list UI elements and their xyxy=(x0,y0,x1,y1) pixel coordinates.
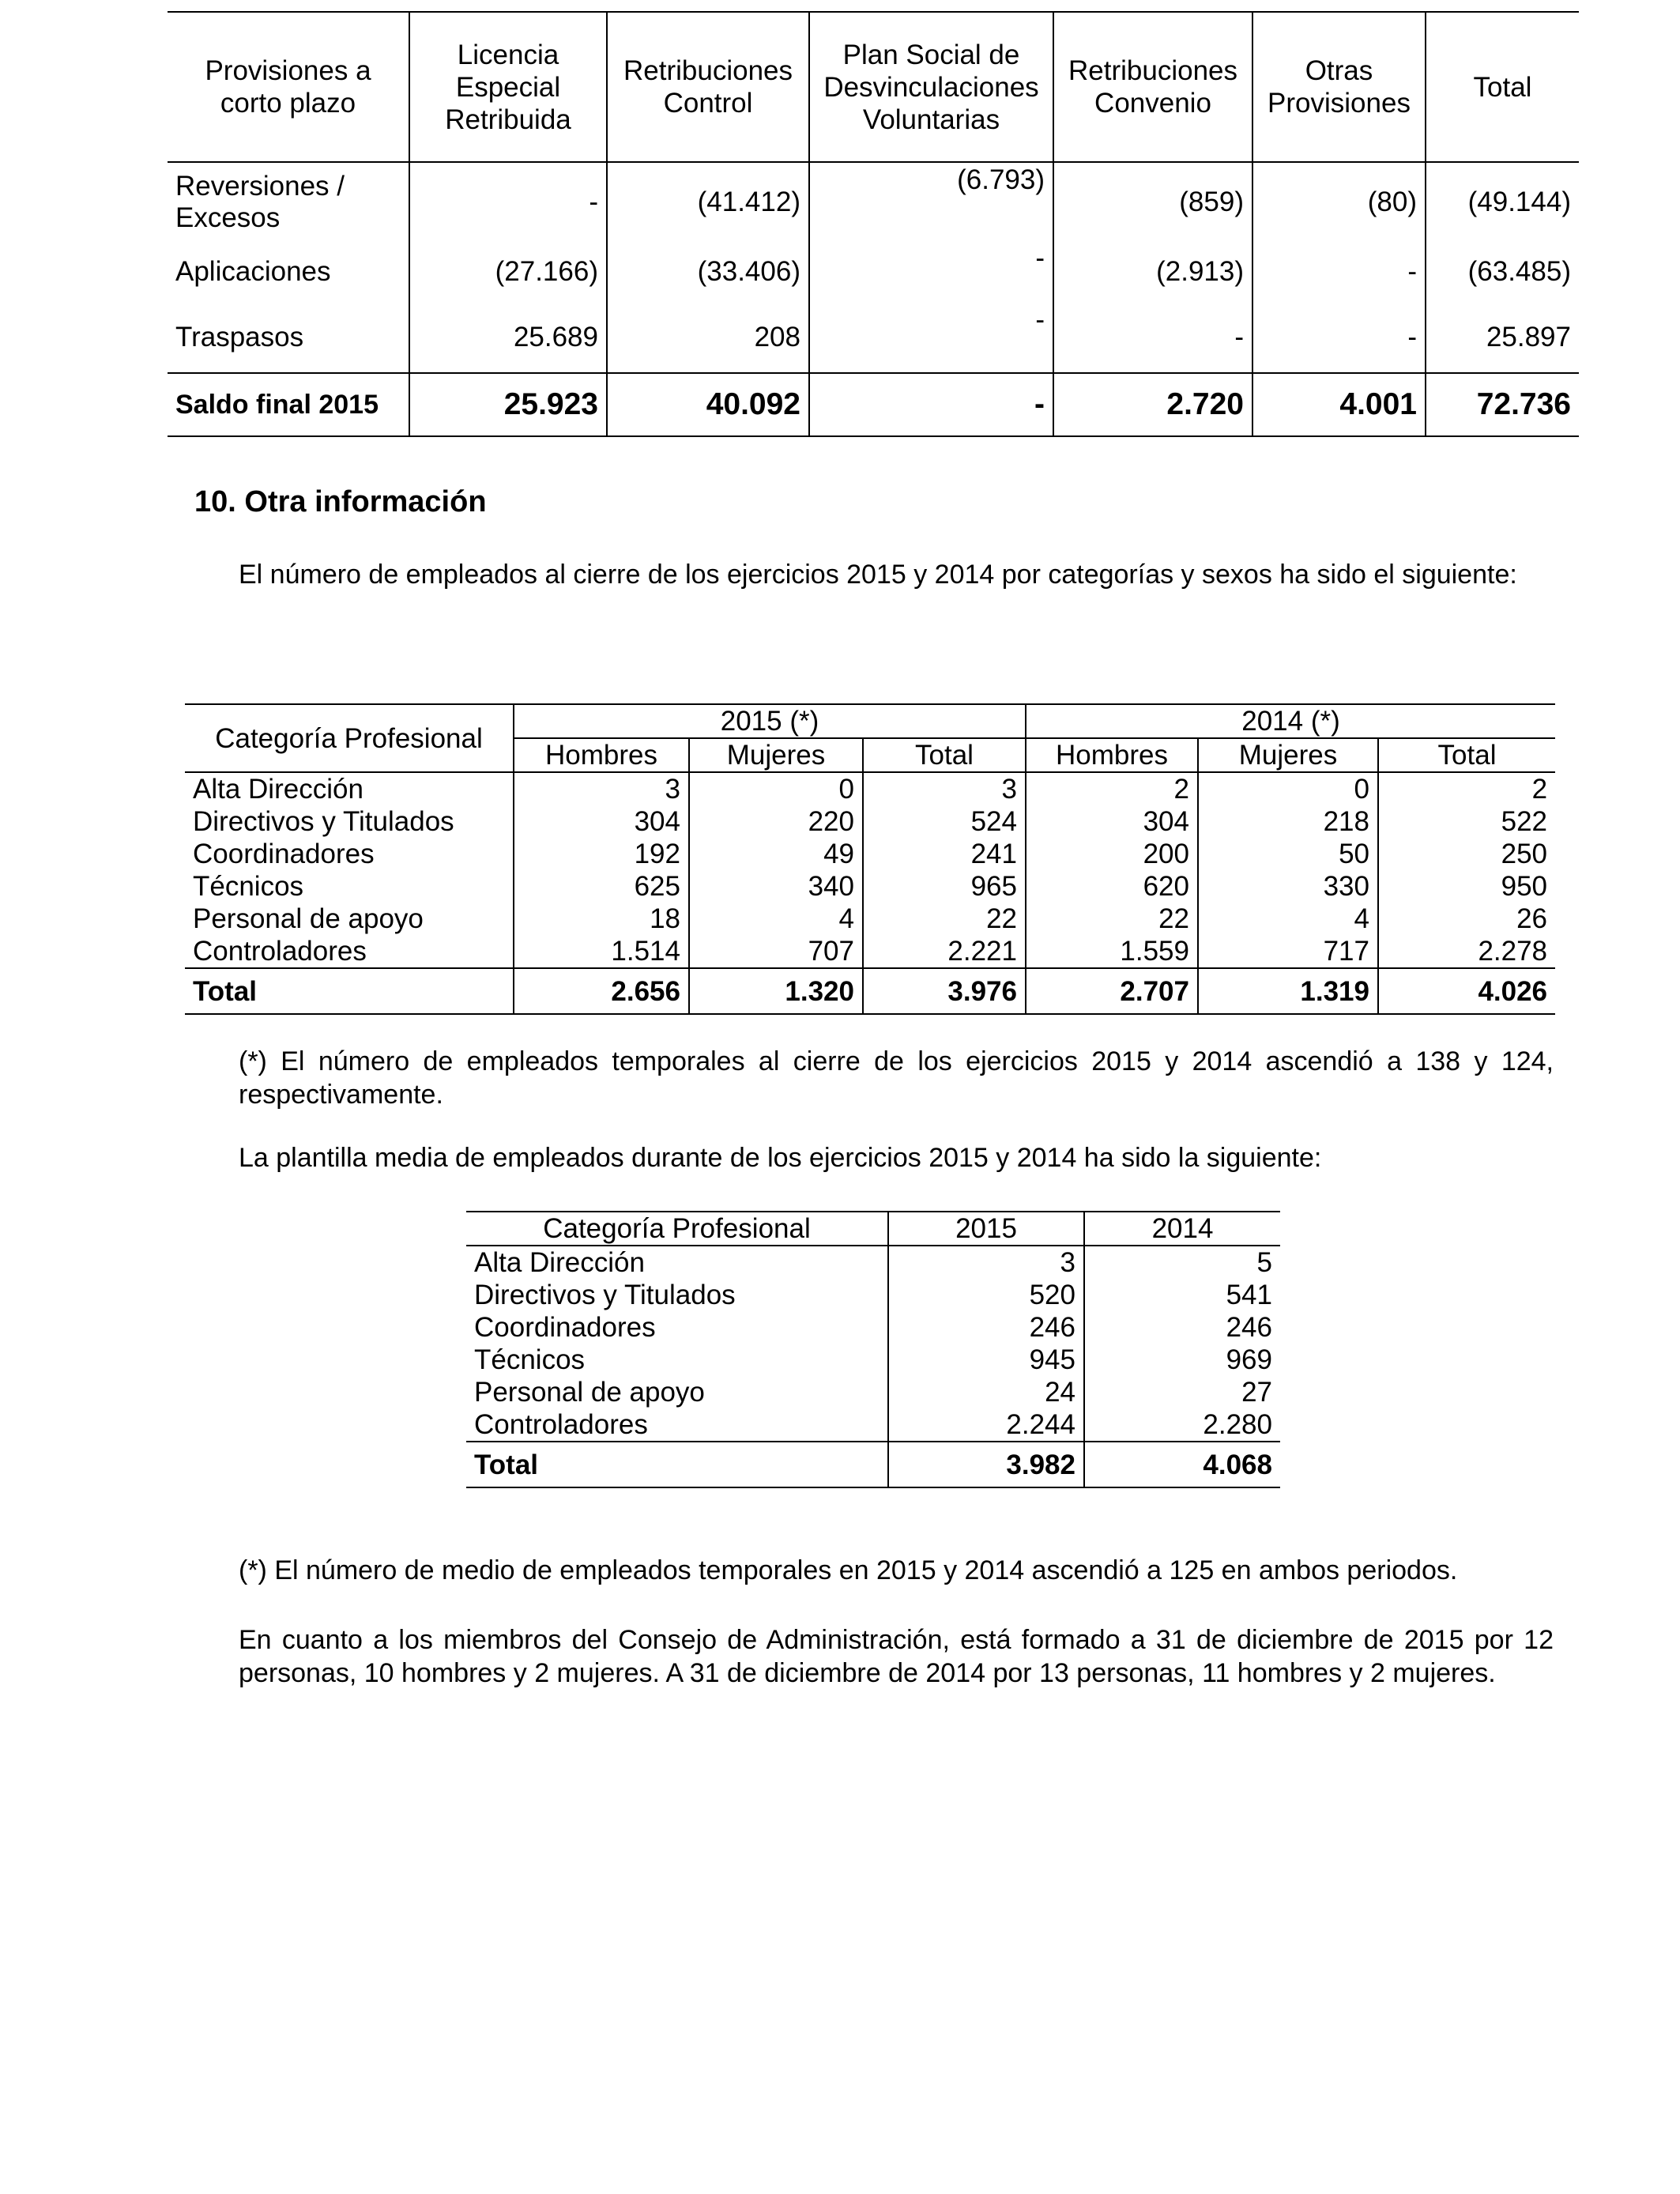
provisions-row xyxy=(168,241,1579,303)
total-row xyxy=(185,968,1555,1014)
value-cell: 3 xyxy=(863,772,1026,805)
row-label: Reversiones / Excesos xyxy=(168,162,409,241)
row-label: Total xyxy=(466,1442,888,1487)
provisions-header-cell: Licencia Especial Retribuida xyxy=(409,12,607,162)
table-row xyxy=(185,870,1555,903)
average-header-row xyxy=(466,1212,1280,1246)
table-row xyxy=(185,935,1555,968)
value-cell: 218 xyxy=(1198,805,1378,838)
sub-header: Mujeres xyxy=(689,738,863,772)
provisions-final-row xyxy=(168,373,1579,436)
value-cell: 25.897 xyxy=(1486,322,1571,352)
provisions-header-cell: Total xyxy=(1426,12,1579,162)
total-row xyxy=(466,1442,1280,1487)
table-row xyxy=(466,1408,1280,1442)
row-label: Controladores xyxy=(185,935,514,968)
provisions-header-row xyxy=(168,12,1579,162)
row-label: Técnicos xyxy=(185,870,514,903)
value-cell: 4.068 xyxy=(1084,1442,1280,1487)
provisions-row xyxy=(168,162,1579,241)
value-cell: 3 xyxy=(514,772,689,805)
value-cell: 72.736 xyxy=(1426,373,1579,436)
note-media: (*) El número de medio de empleados temporales en 2015 y 2014 ascendió a 125 en ambos periodos. xyxy=(239,1555,1458,1585)
avg-intro-paragraph: La plantilla media de empleados durante de los ejercicios 2015 y 2014 ha sido la siguiente: xyxy=(239,1143,1322,1173)
value-cell: 22 xyxy=(1026,903,1198,935)
sub-header: Mujeres xyxy=(1198,738,1378,772)
section-title: 10. Otra información xyxy=(194,485,487,518)
value-cell: 2.278 xyxy=(1478,936,1548,967)
value-cell: 25.689 xyxy=(409,303,607,373)
value-cell: 950 xyxy=(1501,871,1548,902)
consejo-paragraph: En cuanto a los miembros del Consejo de Administración, está formado a 31 de diciembre de 2015 por 12 personas, 10 hombres y 2 mujeres. A 31 de diciembre de 2014 por 13 personas, 11 hombres y 2 mujeres. xyxy=(239,1625,1554,1688)
value-cell: 2.221 xyxy=(863,935,1026,968)
value-cell: 24 xyxy=(888,1376,1084,1408)
value-cell: 620 xyxy=(1026,870,1198,903)
value-cell: 1.559 xyxy=(1026,935,1198,968)
value-cell: 27 xyxy=(1241,1377,1272,1408)
provisions-header-cell: Provisiones a corto plazo xyxy=(168,12,409,162)
employees-table xyxy=(185,703,1555,1015)
value-cell: 4 xyxy=(689,903,863,935)
value-cell: 2.244 xyxy=(888,1408,1084,1442)
value-cell: 3.982 xyxy=(888,1442,1084,1487)
value-cell: 246 xyxy=(1226,1312,1272,1343)
value-cell: 246 xyxy=(888,1311,1084,1344)
category-header: Categoría Profesional xyxy=(185,704,514,772)
value-cell: (27.166) xyxy=(409,241,607,303)
row-label: Coordinadores xyxy=(466,1311,888,1344)
value-cell: (2.913) xyxy=(1053,241,1252,303)
value-cell: 717 xyxy=(1198,935,1378,968)
row-label: Total xyxy=(185,968,514,1014)
value-cell: 304 xyxy=(514,805,689,838)
value-cell: 192 xyxy=(514,838,689,870)
table-row xyxy=(466,1279,1280,1311)
row-label: Coordinadores xyxy=(185,838,514,870)
value-cell: 2 xyxy=(1026,772,1198,805)
row-label: Controladores xyxy=(466,1408,888,1442)
sub-header: Total xyxy=(1378,738,1555,772)
value-cell: - xyxy=(809,373,1053,436)
row-label: Técnicos xyxy=(466,1344,888,1376)
value-cell: 2.707 xyxy=(1026,968,1198,1014)
value-cell: 220 xyxy=(689,805,863,838)
value-cell: 250 xyxy=(1501,839,1548,869)
value-cell: 1.319 xyxy=(1198,968,1378,1014)
value-cell: 1.514 xyxy=(514,935,689,968)
row-label: Traspasos xyxy=(168,303,409,373)
value-cell: 969 xyxy=(1226,1344,1272,1375)
value-cell: 22 xyxy=(863,903,1026,935)
table-row xyxy=(466,1311,1280,1344)
value-cell: 340 xyxy=(689,870,863,903)
value-cell: 4.001 xyxy=(1252,373,1426,436)
value-cell: 541 xyxy=(1226,1280,1272,1310)
value-cell: 304 xyxy=(1026,805,1198,838)
value-cell: 26 xyxy=(1516,903,1548,934)
row-label: Alta Dirección xyxy=(185,772,514,805)
provisions-header-cell: Retribuciones Convenio xyxy=(1053,12,1252,162)
table-row xyxy=(185,903,1555,935)
value-cell: 208 xyxy=(607,303,809,373)
value-cell: 2.656 xyxy=(514,968,689,1014)
value-cell: (33.406) xyxy=(607,241,809,303)
value-cell: 625 xyxy=(514,870,689,903)
value-cell: 49 xyxy=(689,838,863,870)
table-row xyxy=(185,838,1555,870)
value-cell: 25.923 xyxy=(409,373,607,436)
row-label: Personal de apoyo xyxy=(185,903,514,935)
value-cell: - xyxy=(809,303,1053,373)
value-cell: (63.485) xyxy=(1467,256,1571,287)
value-cell: 50 xyxy=(1198,838,1378,870)
value-cell: 1.320 xyxy=(689,968,863,1014)
row-label: Personal de apoyo xyxy=(466,1376,888,1408)
value-cell: 5 xyxy=(1256,1247,1272,1278)
value-cell: 2.720 xyxy=(1053,373,1252,436)
row-label: Directivos y Titulados xyxy=(466,1279,888,1311)
value-cell: (80) xyxy=(1252,162,1426,241)
value-cell: 200 xyxy=(1026,838,1198,870)
year-header-2015: 2015 (*) xyxy=(514,704,1026,738)
provisions-header-cell: Plan Social de Desvinculaciones Voluntarias xyxy=(809,12,1053,162)
note-temporales: (*) El número de empleados temporales al cierre de los ejercicios 2015 y 2014 ascendió a 138 y 124, respectivamente. xyxy=(239,1046,1554,1110)
value-cell: 945 xyxy=(888,1344,1084,1376)
table-row xyxy=(466,1376,1280,1408)
average-header-cell: 2015 xyxy=(888,1212,1084,1246)
row-label: Alta Dirección xyxy=(466,1246,888,1279)
value-cell: - xyxy=(1053,303,1252,373)
average-header-cell: 2014 xyxy=(1084,1212,1280,1246)
value-cell: (41.412) xyxy=(607,162,809,241)
value-cell: 2 xyxy=(1531,774,1548,805)
value-cell: - xyxy=(1252,303,1426,373)
value-cell: - xyxy=(409,162,607,241)
provisions-table xyxy=(168,11,1579,437)
sub-header: Hombres xyxy=(514,738,689,772)
value-cell: (859) xyxy=(1053,162,1252,241)
value-cell: (49.144) xyxy=(1467,186,1571,217)
provisions-header-cell: Retribuciones Control xyxy=(607,12,809,162)
value-cell: 4 xyxy=(1198,903,1378,935)
value-cell: 0 xyxy=(1198,772,1378,805)
value-cell: 522 xyxy=(1501,806,1548,837)
value-cell: 330 xyxy=(1198,870,1378,903)
value-cell: 18 xyxy=(514,903,689,935)
table-row xyxy=(185,805,1555,838)
value-cell: 524 xyxy=(863,805,1026,838)
year-header-2014: 2014 (*) xyxy=(1026,704,1555,738)
value-cell: (6.793) xyxy=(809,162,1053,241)
value-cell: 0 xyxy=(689,772,863,805)
row-label: Saldo final 2015 xyxy=(168,373,409,436)
value-cell: 520 xyxy=(888,1279,1084,1311)
value-cell: 3.976 xyxy=(863,968,1026,1014)
average-table xyxy=(466,1211,1280,1488)
table-row xyxy=(466,1344,1280,1376)
provisions-row xyxy=(168,303,1579,373)
average-header-cell: Categoría Profesional xyxy=(466,1212,888,1246)
intro-paragraph: El número de empleados al cierre de los ejercicios 2015 y 2014 por categorías y sexos ha sido el siguiente: xyxy=(239,560,1517,590)
row-label: Directivos y Titulados xyxy=(185,805,514,838)
provisions-header-cell: Otras Provisiones xyxy=(1252,12,1426,162)
value-cell: 965 xyxy=(863,870,1026,903)
value-cell: 40.092 xyxy=(607,373,809,436)
table-row xyxy=(185,772,1555,805)
employees-year-row xyxy=(185,704,1555,738)
value-cell: - xyxy=(1252,241,1426,303)
value-cell: 2.280 xyxy=(1203,1409,1272,1440)
sub-header: Total xyxy=(863,738,1026,772)
row-label: Aplicaciones xyxy=(168,241,409,303)
value-cell: 3 xyxy=(888,1246,1084,1279)
sub-header: Hombres xyxy=(1026,738,1198,772)
value-cell: 241 xyxy=(863,838,1026,870)
value-cell: - xyxy=(809,241,1053,303)
value-cell: 707 xyxy=(689,935,863,968)
table-row xyxy=(466,1246,1280,1279)
value-cell: 4.026 xyxy=(1378,968,1555,1014)
